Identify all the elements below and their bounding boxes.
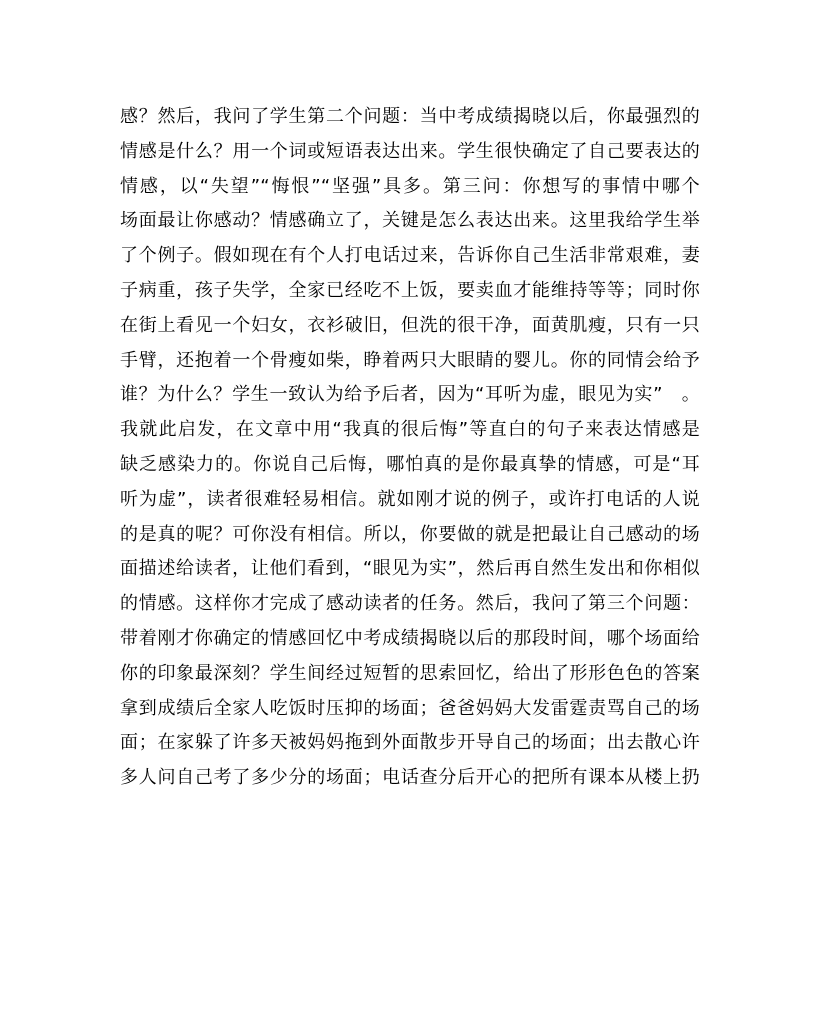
text-line: 场面最让你感动？情感确立了，关键是怎么表达出来。这里我给学生举 [120,210,700,232]
text-line: 在街上看见一个妇女，衣衫破旧，但洗的很干净，面黄肌瘦，只有一只 [120,314,700,336]
text-line: 情感，以“失望”“悔恨”“坚强”具多。第三问：你想写的事情中哪个 [120,175,700,197]
text-line: 感？然后，我问了学生第二个问题：当中考成绩揭晓以后，你最强烈的 [120,106,700,127]
text-line: 缺乏感染力的。你说自己后悔，哪怕真的是你最真挚的情感，可是“耳 [120,453,700,475]
text-line: 带着刚才你确定的情感回忆中考成绩揭晓以后的那段时间，哪个场面给 [120,627,700,649]
text-line: 多人问自己考了多少分的场面；电话查分后开心的把所有课本从楼上扔 [120,767,700,789]
text-line: 你的印象最深刻？学生间经过短暂的思索回忆，给出了形形色色的答案 [120,662,700,684]
text-line: 面描述给读者，让他们看到，“眼见为实”，然后再自然生发出和你相似 [120,558,700,580]
text-line: 拿到成绩后全家人吃饭时压抑的场面；爸爸妈妈大发雷霆责骂自己的场 [120,697,700,719]
body-text [120,100,700,796]
text-line: 面；在家躲了许多天被妈妈拖到外面散步开导自己的场面；出去散心许 [120,732,700,754]
text-line: 我就此启发，在文章中用“我真的很后悔”等直白的句子来表达情感是 [120,419,700,441]
text-line: 情感是什么？用一个词或短语表达出来。学生很快确定了自己要表达的 [120,140,700,162]
text-line: 的情感。这样你才完成了感动读者的任务。然后，我问了第三个问题： [120,593,700,615]
text-line: 了个例子。假如现在有个人打电话过来，告诉你自己生活非常艰难，妻 [120,245,700,267]
text-line: 谁？为什么？学生一致认为给予后者，因为“耳听为虚，眼见为实” 。 [120,384,700,406]
text-line: 手臂，还抱着一个骨瘦如柴，睁着两只大眼睛的婴儿。你的同情会给予 [120,349,700,371]
text-line: 听为虚”，读者很难轻易相信。就如刚才说的例子，或许打电话的人说 [120,488,700,510]
text-line: 的是真的呢？可你没有相信。所以，你要做的就是把最让自己感动的场 [120,523,700,545]
text-line: 子病重，孩子失学，全家已经吃不上饭，要卖血才能维持等等；同时你 [120,279,700,301]
